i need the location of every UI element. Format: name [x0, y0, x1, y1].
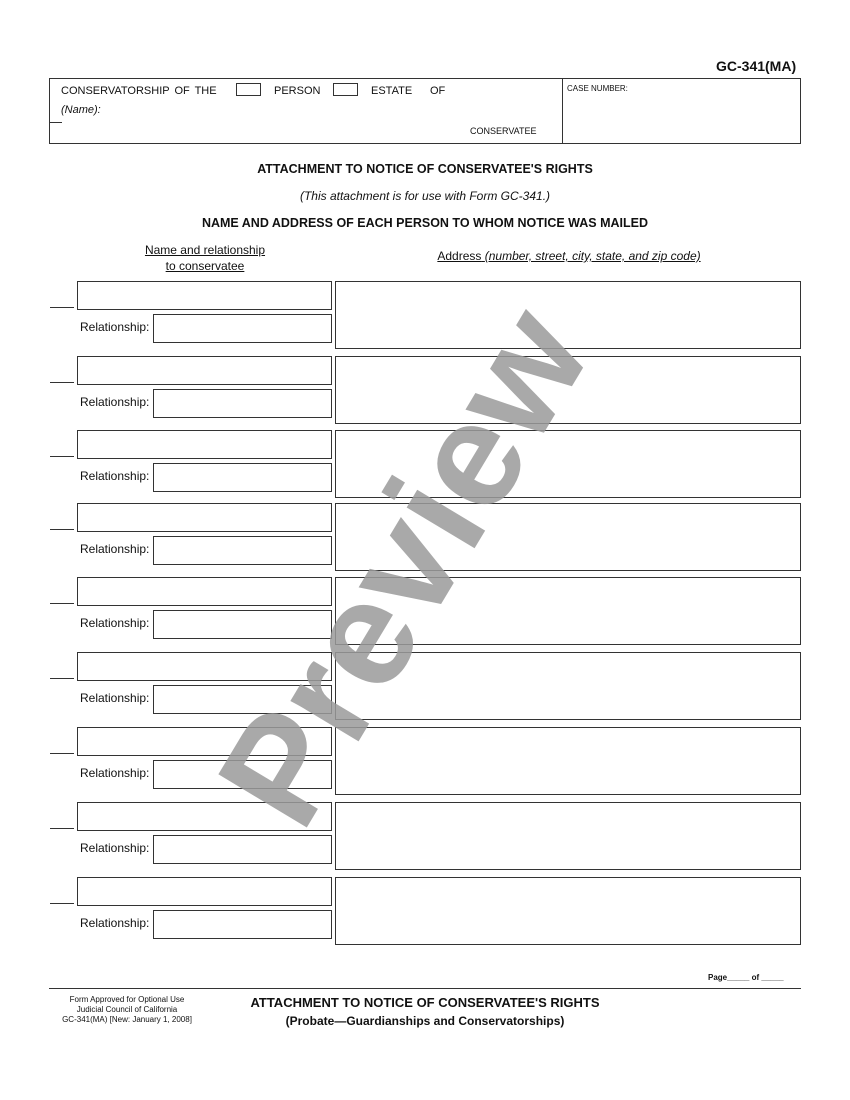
entry-row: [0, 802, 850, 872]
name-line-mark: [49, 122, 62, 123]
relationship-label: Relationship:: [80, 916, 150, 930]
name-field[interactable]: [77, 356, 332, 385]
attachment-title: ATTACHMENT TO NOTICE OF CONSERVATEE'S RIGHTS: [257, 162, 593, 176]
form-number: GC-341(MA): [716, 58, 797, 74]
entry-row: [0, 281, 850, 351]
attachment-note: (This attachment is for use with Form GC-341.): [299, 189, 551, 203]
person-label: PERSON: [274, 85, 321, 97]
relationship-field[interactable]: [153, 389, 332, 418]
name-column-line1: Name and relationship: [144, 243, 266, 257]
row-number-line: [50, 603, 74, 604]
relationship-field[interactable]: [153, 314, 332, 343]
row-number-line: [50, 382, 74, 383]
case-number-field[interactable]: [566, 96, 796, 140]
address-field[interactable]: [335, 727, 801, 795]
of-label: OF: [430, 85, 446, 97]
case-number-label: CASE NUMBER:: [567, 84, 628, 93]
relationship-label: Relationship:: [80, 469, 150, 483]
name-field[interactable]: [77, 877, 332, 906]
row-number-line: [50, 678, 74, 679]
name-field[interactable]: [77, 430, 332, 459]
relationship-label: Relationship:: [80, 542, 150, 556]
name-column-line2: to conservatee: [165, 259, 245, 273]
address-field[interactable]: [335, 877, 801, 945]
name-field[interactable]: [77, 281, 332, 310]
estate-checkbox[interactable]: [333, 83, 358, 96]
row-number-line: [50, 307, 74, 308]
form-approval-note: [48, 995, 206, 1025]
address-field[interactable]: [335, 802, 801, 870]
entry-row: [0, 727, 850, 797]
relationship-label: Relationship:: [80, 320, 150, 334]
conservatee-name-field[interactable]: [120, 104, 550, 122]
estate-label: ESTATE: [371, 85, 413, 97]
address-column-header: [334, 249, 804, 263]
conservatee-label: CONSERVATEE: [470, 126, 537, 136]
relationship-field[interactable]: [153, 835, 332, 864]
relationship-label: Relationship:: [80, 616, 150, 630]
relationship-label: Relationship:: [80, 395, 150, 409]
row-number-line: [50, 828, 74, 829]
row-number-line: [50, 529, 74, 530]
footer-divider: [49, 988, 801, 989]
relationship-label: Relationship:: [80, 691, 150, 705]
entry-row: [0, 877, 850, 947]
approval-line-2: Judicial Council of California: [76, 1005, 178, 1014]
section-heading: NAME AND ADDRESS OF EACH PERSON TO WHOM NOTICE WAS MAILED: [201, 216, 649, 230]
name-label: (Name):: [61, 104, 101, 116]
row-number-line: [50, 753, 74, 754]
address-hint: (number, street, city, state, and zip code): [484, 249, 701, 263]
person-checkbox[interactable]: [236, 83, 261, 96]
footer-subtitle: (Probate—Guardianships and Conservatorships): [285, 1014, 565, 1028]
page-number: Page_____ of _____: [708, 973, 784, 982]
caption-divider: [562, 78, 563, 144]
row-number-line: [50, 456, 74, 457]
name-column-header: [120, 242, 290, 274]
relationship-label: Relationship:: [80, 841, 150, 855]
relationship-field[interactable]: [153, 910, 332, 939]
relationship-field[interactable]: [153, 463, 332, 492]
footer-title: ATTACHMENT TO NOTICE OF CONSERVATEE'S RIGHTS: [250, 995, 600, 1010]
preview-watermark: Preview: [185, 279, 622, 853]
approval-line-3: GC-341(MA) [New: January 1, 2008]: [62, 1015, 192, 1024]
relationship-label: Relationship:: [80, 766, 150, 780]
approval-line-1: Form Approved for Optional Use: [69, 995, 185, 1004]
row-number-line: [50, 903, 74, 904]
conservatorship-label: CONSERVATORSHIP OF THE: [61, 85, 217, 97]
address-label: Address: [437, 249, 482, 263]
name-field[interactable]: [77, 503, 332, 532]
